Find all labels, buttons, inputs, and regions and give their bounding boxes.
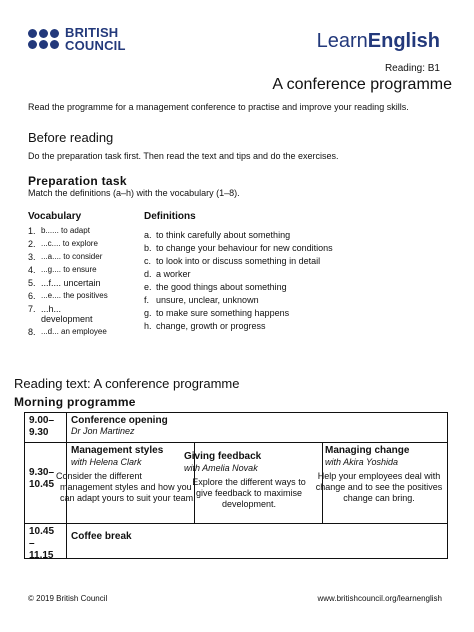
- learnenglish-logo: [317, 30, 440, 53]
- definition-letter: a.: [144, 230, 152, 240]
- vocabulary-text: ...e.... the positives: [41, 291, 108, 300]
- vocabulary-item: [28, 291, 138, 301]
- before-reading-heading: Before reading: [28, 130, 114, 145]
- definition-item: [144, 281, 444, 294]
- definition-text: a worker: [156, 269, 191, 279]
- british-council-logo: [28, 26, 127, 52]
- programme-table: [24, 412, 448, 559]
- definition-item: [144, 229, 444, 242]
- british-council-logo-text: BRITISH COUNCIL: [65, 25, 126, 53]
- definition-text: to change your behaviour for new conditions: [156, 243, 333, 253]
- vocabulary-item: [28, 226, 138, 236]
- session-cell-managing-change: [315, 442, 448, 524]
- definition-text: to make sure something happens: [156, 308, 290, 318]
- vocabulary-item: [28, 265, 138, 275]
- definition-letter: g.: [144, 308, 152, 318]
- row3-time: 10.45 – 11.15: [29, 526, 55, 561]
- session-person: with Amelia Novak: [184, 463, 258, 473]
- definitions-list: [144, 229, 444, 333]
- row1-session-cell: [66, 412, 448, 443]
- vocabulary-number: 8.: [28, 327, 36, 337]
- vocabulary-text: ...h... development: [41, 304, 93, 324]
- session-person: with Akira Yoshida: [325, 457, 399, 467]
- morning-programme-heading: Morning programme: [14, 395, 136, 409]
- vocabulary-item: [28, 327, 138, 337]
- definition-letter: e.: [144, 282, 152, 292]
- session-cell-giving-feedback: [184, 442, 323, 524]
- footer-url-link[interactable]: www.britishcouncil.org/learnenglish: [317, 594, 442, 603]
- row3-time-cell: [24, 523, 67, 559]
- vocabulary-number: 4.: [28, 265, 36, 275]
- footer-copyright: © 2019 British Council: [28, 594, 108, 603]
- vocabulary-text: ...d... an employee: [41, 327, 107, 336]
- row3-session-cell: [66, 523, 448, 559]
- row1-time-cell: [24, 412, 67, 443]
- vocabulary-text: b...... to adapt: [41, 226, 90, 235]
- definition-item: [144, 255, 444, 268]
- session-description: Explore the different ways to give feedback to maximise development.: [192, 477, 306, 509]
- british-council-dots-icon: [28, 29, 59, 49]
- vocabulary-text: ...a.... to consider: [41, 252, 103, 261]
- session-title: Management styles: [71, 445, 164, 456]
- row1-session-person: Dr Jon Martinez: [71, 426, 135, 436]
- preparation-task-instruction: Match the definitions (a–h) with the vocabulary (1–8).: [28, 188, 240, 198]
- row1-time: 9.00– 9.30: [29, 415, 55, 438]
- row1-session-title: Conference opening: [71, 415, 168, 426]
- intro-text: Read the programme for a management conference to practise and improve your reading skills.: [28, 102, 409, 112]
- definition-text: unsure, unclear, unknown: [156, 295, 259, 305]
- definition-text: to think carefully about something: [156, 230, 291, 240]
- definition-item: [144, 307, 444, 320]
- definition-item: [144, 268, 444, 281]
- definition-letter: b.: [144, 243, 152, 253]
- vocabulary-text: ...f.... uncertain: [41, 278, 101, 288]
- reading-level: Reading: B1: [384, 63, 440, 74]
- vocabulary-number: 2.: [28, 239, 36, 249]
- session-person: with Helena Clark: [71, 457, 142, 467]
- vocabulary-item: [28, 239, 138, 249]
- definitions-heading: Definitions: [144, 211, 196, 222]
- reading-text-heading: Reading text: A conference programme: [14, 376, 240, 391]
- session-title: Giving feedback: [184, 451, 262, 462]
- definition-item: [144, 320, 444, 333]
- vocabulary-item: [28, 304, 138, 324]
- before-reading-text: Do the preparation task first. Then read the text and tips and do the exercises.: [28, 151, 339, 161]
- vocabulary-heading: Vocabulary: [28, 211, 82, 222]
- definition-text: to look into or discuss something in detail: [156, 256, 321, 266]
- definition-item: [144, 242, 444, 255]
- vocabulary-number: 6.: [28, 291, 36, 301]
- learnenglish-logo-light: Learn: [316, 30, 368, 52]
- vocabulary-number: 1.: [28, 226, 36, 236]
- definition-letter: h.: [144, 321, 152, 331]
- vocabulary-number: 7.: [28, 304, 36, 314]
- learnenglish-logo-bold: English: [367, 30, 440, 52]
- vocabulary-number: 3.: [28, 252, 36, 262]
- preparation-task-heading: Preparation task: [28, 174, 127, 188]
- session-description: Help your employees deal with change and to see the positives change can bring.: [315, 471, 443, 503]
- definition-text: change, growth or progress: [156, 321, 266, 331]
- session-cell-management-styles: [56, 442, 196, 524]
- session-description: Consider the different management styles and how you can adapt yours to suit your team.: [56, 471, 196, 503]
- vocabulary-list: [28, 226, 138, 340]
- vocabulary-number: 5.: [28, 278, 36, 288]
- row3-session-title: Coffee break: [71, 531, 132, 542]
- session-title: Managing change: [325, 445, 410, 456]
- definition-letter: f.: [144, 295, 150, 305]
- definition-letter: c.: [144, 256, 152, 266]
- definition-text: the good things about something: [156, 282, 287, 292]
- definition-letter: d.: [144, 269, 152, 279]
- vocabulary-text: ...c.... to explore: [41, 239, 98, 248]
- vocabulary-text: ...g.... to ensure: [41, 265, 97, 274]
- row2-time: 9.30– 10.45: [29, 467, 55, 490]
- definition-item: [144, 294, 444, 307]
- page-title: A conference programme: [272, 76, 452, 93]
- vocabulary-item: [28, 252, 138, 262]
- vocabulary-item: [28, 278, 138, 288]
